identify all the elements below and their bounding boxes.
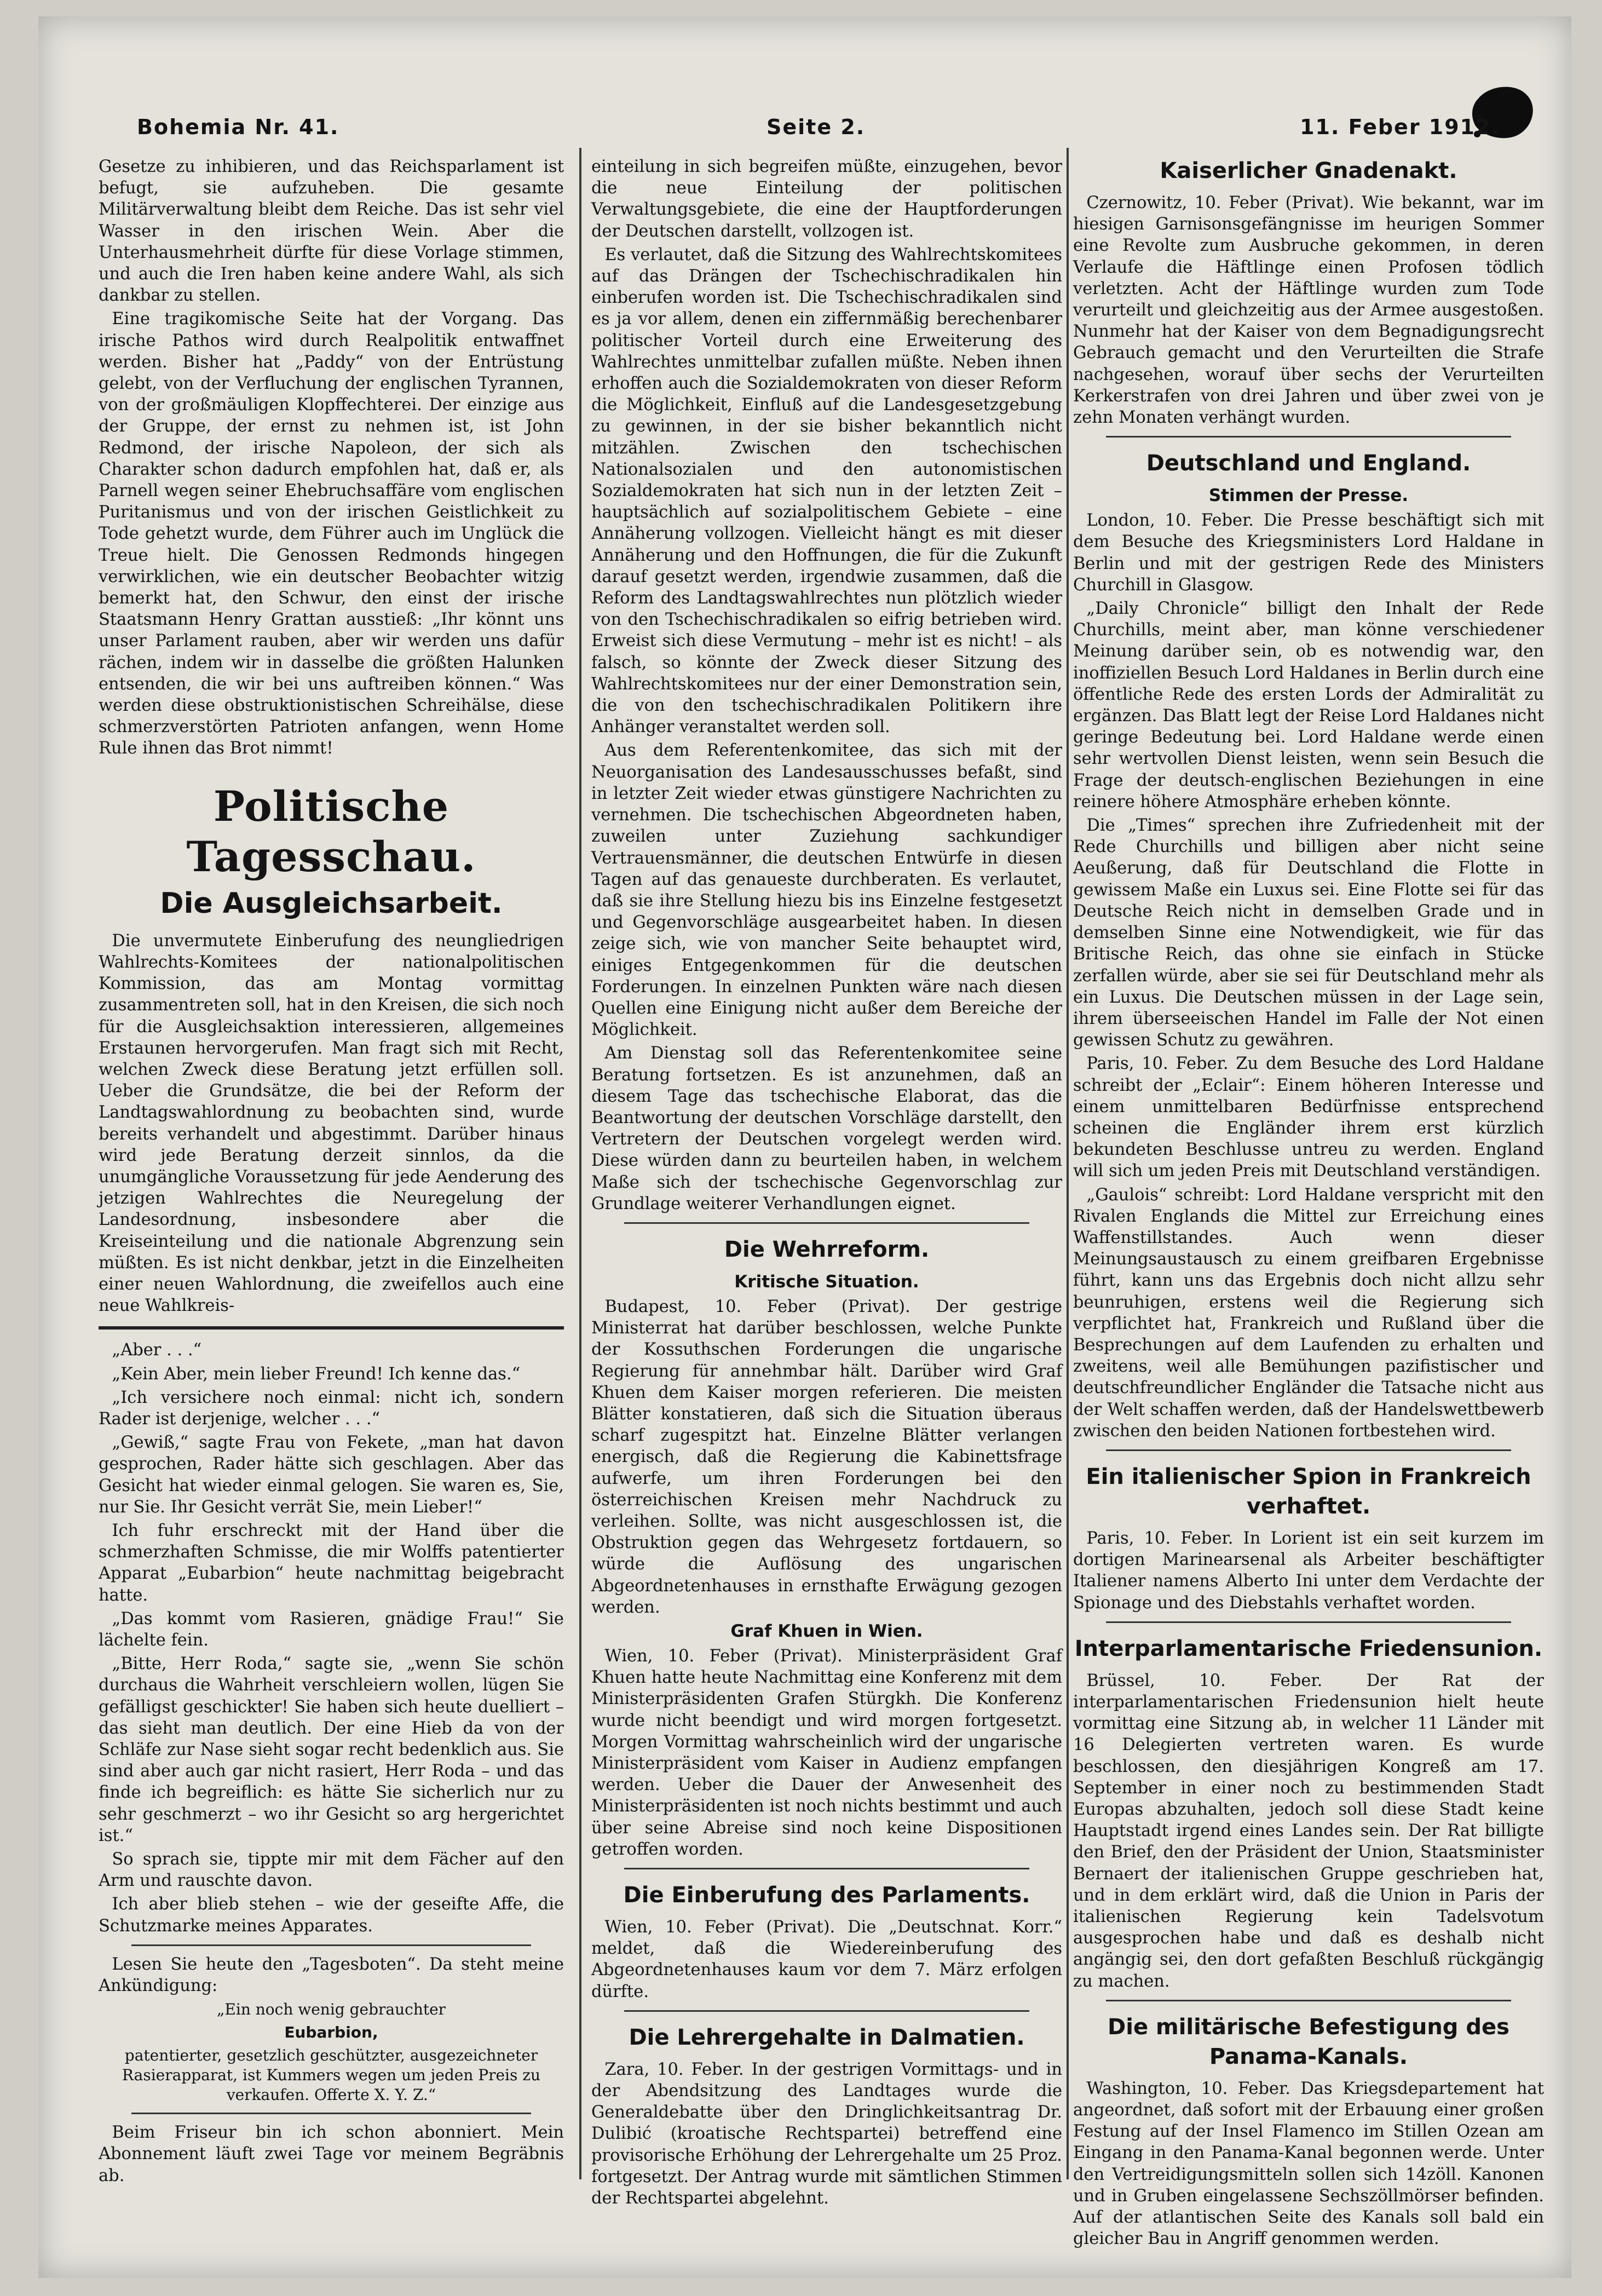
column-divider <box>1067 148 1069 2179</box>
divider <box>1106 1449 1511 1451</box>
article-subheadline: Kritische Situation. <box>734 1271 919 1292</box>
feuilleton-paragraph: So sprach sie, tippte mir mit dem Fächer auf den Arm und rauschte davon. <box>99 1850 564 1891</box>
advertisement-title <box>120 2023 542 2042</box>
article-paragraph: Washington, 10. Feber. Das Kriegsdepartement hat angeordnet, daß sofort mit der Erbauung einer großen Festung auf der Insel Flamenco im Stillen Ozean am Eingang in den Panama-Kanal begonnen werde. Unter den Vertreidigungsmitteln sollen sich 14zöll. Kanonen und in Gruben eingelassene Sechszöllmörser befinden. Auf der atlantischen Seite des Kanals soll bald ein gleicher Bau in Angriff genommen werden. <box>1073 2079 1544 2249</box>
article-paragraph: Brüssel, 10. Feber. Der Rat der interparlamentarischen Friedensunion hielt heute vormittag eine Sitzung ab, in welcher 11 Länder mit 16 Delegierten vertreten waren. Es wurde beschlossen, den diesjährigen Kongreß am 17. September in einer noch zu bestimmenden Stadt Europas abzuhalten, jedoch soll diese Stadt keine Hauptstadt irgend eines Landes sein. Der Rat billigte den Brief, den der Präsident der Union, Staatsminister Bernaert der italienischen Gruppe geschrieben hat, und in dem erklärt wird, daß die Union in Paris der italienischen Regierung kein Tadelsvotum ausgesprochen habe und daß es deshalb nicht angängig sei, den dort gefaßten Beschluß rückgängig zu machen. <box>1073 1671 1544 1991</box>
header-page-number: Seite 2. <box>767 115 866 139</box>
header-date: 11. Feber 1912. <box>1300 115 1500 139</box>
article-paragraph: Paris, 10. Feber. Zu dem Besuche des Lord Haldane schreibt der „Eclair“: Einem höheren Interesse und einem unmittelbaren Bedürfnisse entsprechend scheinen die Engländer ihrem erst kürzlich bekundeten Beschlusse untreu zu werden. England will sich um jeden Preis mit Deutschland verständigen. <box>1073 1054 1544 1181</box>
column-middle <box>591 156 1062 2208</box>
article-paragraph: Budapest, 10. Feber (Privat). Der gestrige Ministerrat hat darüber beschlossen, welche Punkte der Kossuthschen Forderungen die ungarische Regierung für annehmbar hält. Darüber wird Graf Khuen dem Kaiser morgen referieren. Die meisten Blätter konstatieren, daß sich die Situation überaus scharf zugespitzt hat. Einzelne Blätter verlangen energisch, daß die Regierung die Kabinettsfrage aufwerfe, um ihren Forderungen bei den österreichischen Kreisen mehr Nachdruck zu verleihen. Sollte, was nicht ausgeschlossen ist, die Obstruktion gegen das Wehrgesetz fortdauern, so würde die Auflösung des ungarischen Abgeordnetenhauses in ernsthafte Erwägung gezogen werden. <box>591 1297 1062 1617</box>
article-headline: Ein italienischer Spion in Frankreich verhaftet. <box>1086 1464 1531 1519</box>
feuilleton-paragraph: „Ich versichere noch einmal: nicht ich, sondern Rader ist derjenige, welcher . . .“ <box>99 1388 564 1429</box>
feuilleton-divider <box>99 1326 564 1330</box>
article-paragraph: Gesetze zu inhibieren, und das Reichsparlament ist befugt, sie aufzuheben. Die gesamte Militärverwaltung bleibt dem Reiche. Das ist sehr viel Wasser in den irischen Wein. Aber die Unterhausmehrheit dürfte für diese Vorlage stimmen, und auch die Iren haben keine andere Wahl, als sich dankbar zu stellen. <box>99 157 564 306</box>
divider <box>624 1868 1029 1869</box>
column-left <box>99 156 564 2185</box>
article-paragraph: Die „Times“ sprechen ihre Zufriedenheit mit der Rede Churchills und billigen aber nicht seine Aeußerung, daß für Deutschland die Flotte in gewissem Maße ein Luxus sei. Eine Flotte sei für das Deutsche Reich nicht in demselben Grade und in demselben Sinne eine Notwendigkeit, wie für das Britische Reich, das ohne sie einfach in Stücke zerfallen würde, aber sie sei für Deutschland mehr als ein Luxus. Die Deutschen müssen in der Lage sein, ihrem überseeischen Handel im Falle der Not einen gewissen Schutz zu gewähren. <box>1073 816 1544 1050</box>
advertisement-line: „Ein noch wenig gebrauchter <box>216 2000 446 2019</box>
article-paragraph: Zara, 10. Feber. In der gestrigen Vormittags- und in der Abendsitzung des Landtages wurde die Generaldebatte über den Dringlichkeitsantrag Dr. Dulibić (kroatische Rechtspartei) betreffend eine provisorische Erhöhung der Lehrergehalte um 25 Proz. fortgesetzt. Der Antrag wurde mit sämtlichen Stimmen der Rechtspartei abgelehnt. <box>591 2059 1062 2208</box>
article-paragraph: „Gaulois“ schreibt: Lord Haldane verspricht mit den Rivalen Englands die Mittel zur Erreichung eines Waffenstillstandes. Auch wenn dieser Meinungsaustausch zu einem greifbaren Ergebnisse führt, kann uns das Ergebnis doch nicht allzu sehr beunruhigen, erstens weil die Regierung sich verpflichtet hat, Frankreich und Rußland über die Besprechungen auf dem Laufenden zu erhalten und zweitens, weil alle Bemühungen pazifistischer und deutschfreundlicher Engländer die Tatsache nicht aus der Welt schaffen werden, daß der Handelswettbewerb zwischen den beiden Nationen fortbestehen wird. <box>1073 1185 1544 1441</box>
article-headline: Die Einberufung des Parlaments. <box>623 1883 1030 1908</box>
advertisement-title-text: Eubarbion, <box>284 2023 378 2042</box>
article-headline: Die Wehrreform. <box>724 1236 930 1262</box>
article-paragraph: Es verlautet, daß die Sitzung des Wahlrechtskomitees auf das Drängen der Tschechischradikalen hin einberufen worden ist. Die Tschechischradikalen sind es ja vor allem, denen ein ziffernmäßig berechenbarer politischer Vorteil durch eine Erweiterung des Wahlrechtes unmittelbar zufallen müßte. Neben ihnen erhoffen auch die Sozialdemokraten von dieser Reform die Möglichkeit, Einfluß auf die Landesgesetzgebung zu gewinnen, in der sie bisher bekanntlich nicht mitzählen. Zwischen den tschechischen Nationalsozialen und den autonomistischen Sozialdemokraten hat sich nun in der letzten Zeit – hauptsächlich auf sozialpolitischem Gebiete – eine Annäherung vollzogen. Vielleicht hängt es mit dieser Annäherung und den Hoffnungen, die für die Zukunft darauf gesetzt werden, irgendwie zusammen, daß die Reform des Landtagswahlrechtes nun plötzlich wieder von den Tschechischradikalen so eifrig betrieben wird. Erweist sich diese Vermutung – mehr ist es nicht! – als falsch, so könnte der Zweck dieser Sitzung des Wahlrechtskomitees nur der einer Demonstration sein, die von den tschechischradikalen Politikern ihre Anhänger veranstaltet werden soll. <box>591 245 1062 737</box>
article-headline: Die militärische Befestigung des Panama-Kanals. <box>1108 2014 1509 2069</box>
feuilleton-paragraph: „Das kommt vom Rasieren, gnädige Frau!“ Sie lächelte fein. <box>99 1609 564 1650</box>
section-banner-title: Politische Tagesschau. <box>186 781 476 881</box>
page-header <box>99 115 1511 148</box>
divider <box>131 2113 531 2114</box>
column-right <box>1073 156 1544 2249</box>
article-paragraph: Paris, 10. Feber. In Lorient ist ein seit kurzem im dortigen Marinearsenal als Arbeiter beschäftigter Italiener namens Alberto Ini unter dem Verdachte der Spionage und des Diebstahls verhaftet worden. <box>1073 1528 1544 1613</box>
article-paragraph: Czernowitz, 10. Feber (Privat). Wie bekannt, war im hiesigen Garnisonsgefängnisse im heurigen Sommer eine Revolte zum Ausbruche gekommen, in deren Verlaufe die Häftlinge einen Profosen tödlich verletzten. Acht der Häftlinge wurden zum Tode verurteilt und gleichzeitig aus der Armee ausgestoßen. Nunmehr hat der Kaiser von dem Begnadigungsrecht Gebrauch gemacht und den Verurteilten die Strafe nachgesehen, worauf über sechs der Verurteilten Kerkerstrafen von drei Jahren und über zwei von je zehn Monaten verhängt wurden. <box>1073 193 1544 428</box>
feuilleton-paragraph: Lesen Sie heute den „Tagesboten“. Da steht meine Ankündigung: <box>99 1954 564 1996</box>
article-paragraph: Wien, 10. Feber (Privat). Die „Deutschnat. Korr.“ meldet, daß die Wiedereinberufung des Abgeordnetenhauses kaum vor dem 7. März erfolgen dürfte. <box>591 1918 1062 2001</box>
article-paragraph: einteilung in sich begreifen müßte, einzugehen, bevor die neue Einteilung der politischen Verwaltungsgebiete, die eine der Hauptforderungen der Deutschen darstellt, vollzogen ist. <box>591 157 1062 241</box>
article-paragraph: London, 10. Feber. Die Presse beschäftigt sich mit dem Besuche des Kriegsministers Lord Haldane in Berlin und mit der gestrigen Rede des Ministers Churchill in Glasgow. <box>1073 511 1544 595</box>
feuilleton-paragraph: Beim Friseur bin ich schon abonniert. Mein Abonnement läuft zwei Tage vor meinem Begräbnis ab. <box>99 2123 564 2185</box>
article-paragraph: „Daily Chronicle“ billigt den Inhalt der Rede Churchills, meint aber, man könne verschiedener Meinung darüber sein, ob es notwendig war, den inoffiziellen Besuch Lord Haldanes in Berlin durch eine öffentliche Rede des ersten Lords der Admiralität zu ergänzen. Das Blatt legt der Reise Lord Haldanes nicht geringe Bedeutung bei. Lord Haldane werde einen sehr wertvollen Dienst leisten, wenn sein Besuch die Frage der deutsch-englischen Beziehungen in eine reinere höhere Atmosphäre erheben könnte. <box>1073 599 1544 812</box>
feuilleton-paragraph: Ich aber blieb stehen – wie der geseifte Affe, die Schutzmarke meines Apparates. <box>99 1895 564 1936</box>
article-paragraph: Wien, 10. Feber (Privat). Ministerpräsident Graf Khuen hatte heute Nachmittag eine Konferenz mit dem Ministerpräsidenten Grafen Stürgkh. Die Konferenz wurde nicht beendigt und wird morgen fortgesetzt. Morgen Vormittag wahrscheinlich wird der ungarische Ministerpräsident vom Kaiser in Audienz empfangen werden. Ueber die Dauer der Anwesenheit des Ministerpräsidenten ist noch nichts bestimmt und auch über seine Abreise sind noch keine Dispositionen getroffen worden. <box>591 1647 1062 1859</box>
feuilleton-paragraph: „Kein Aber, mein lieber Freund! Ich kenne das.“ <box>112 1364 521 1384</box>
article-subheadline: Graf Khuen in Wien. <box>730 1621 923 1641</box>
header-issue: Bohemia Nr. 41. <box>137 115 339 139</box>
column-divider <box>579 148 581 2179</box>
feuilleton-paragraph: Ich fuhr erschreckt mit der Hand über die schmerzhaften Schmisse, die mir Wolffs patentierter Apparat „Eubarbion“ heute nachmittag beigebracht hatte. <box>99 1521 564 1605</box>
article-paragraph: Am Dienstag soll das Referentenkomitee seine Beratung fortsetzen. Es ist anzunehmen, daß an diesem Tage das tschechische Elaborat, das die Beantwortung der deutschen Vorschläge darstellt, den Vertretern der Deutschen vorgelegt werden wird. Diese würden dann zu beurteilen haben, in welchem Maße sich der tschechische Gegenvorschlag zur Grundlage weiterer Verhandlungen eignet. <box>591 1044 1062 1213</box>
article-headline: Kaiserlicher Gnadenakt. <box>1160 158 1457 183</box>
article-headline: Die Lehrergehalte in Dalmatien. <box>629 2024 1025 2050</box>
divider <box>1106 1621 1511 1623</box>
article-paragraph: Aus dem Referentenkomitee, das sich mit der Neuorganisation des Landesausschusses befaßt, sind in letzter Zeit wieder etwas günstigere Nachrichten zu vernehmen. Die tschechischen Abgeordneten haben, zuweilen unter Zuziehung sachkundiger Vertrauensmänner, die deutschen Entwürfe in diesen Tagen auf das genaueste durchberaten. Es verlautet, daß sie ihre Stellung hiezu bis ins Einzelne festgesetzt und Gegenvorschläge ausgearbeitet haben. In diesen zeige sich, wie von mancher Seite behauptet wird, einiges Entgegenkommen für die deutschen Forderungen. In einzelnen Punkten wäre nach diesen Quellen eine Einigung nicht außer dem Bereiche der Möglichkeit. <box>591 741 1062 1040</box>
feuilleton-paragraph: „Aber . . .“ <box>112 1340 202 1360</box>
divider <box>624 1222 1029 1224</box>
article-headline: Die Ausgleichsarbeit. <box>160 887 503 920</box>
article-subheadline: Stimmen der Presse. <box>1208 486 1409 506</box>
feuilleton-paragraph: „Gewiß,“ sagte Frau von Fekete, „man hat davon gesprochen, Rader hätte sich geschlagen. Aber das Gesicht hat wieder einmal gelogen. Sie waren es, Sie, nur Sie. Ihr Gesicht verrät Sie, mein Lieber!“ <box>99 1433 564 1517</box>
divider <box>624 2010 1029 2012</box>
divider <box>131 1944 531 1946</box>
feuilleton-paragraph: „Bitte, Herr Roda,“ sagte sie, „wenn Sie schön durchaus die Wahrheit verschleiern wollen, lügen Sie gefälligst geschickter! Sie haben sich heute duelliert – das sieht man deutlich. Der eine Hieb da von der Schläfe zur Nase sieht sogar recht bedenklich aus. Sie sind aber auch gar nicht rasiert, Herr Roda – und das finde ich begreiflich: es hätte Sie sicherlich nur zu sehr geschmerzt – wo ihr Gesicht so arg hergerichtet ist.“ <box>99 1654 564 1845</box>
article-paragraph: Eine tragikomische Seite hat der Vorgang. Das irische Pathos wird durch Realpolitik entwaffnet werden. Bisher hat „Paddy“ von der Entrüstung gelebt, von der Verfluchung der englischen Tyrannen, von der großmäuligen Klopffechterei. Der einzige aus der Gruppe, der ernst zu nehmen ist, ist John Redmond, der irische Napoleon, der sich als Charakter schon dadurch empfohlen hat, daß er, als Parnell wegen seiner Ehebruchsaffäre vom englischen Puritanismus und von der irischen Geistlichkeit zu Tode gehetzt wurde, dem Führer auch im Unglück die Treue hielt. Die Genossen Redmonds hingegen verwirklichen, wie ein deutscher Beobachter witzig bemerkt hat, den Schwur, den einst der irische Staatsmann Henry Grattan ausstieß: „Ihr könnt uns unser Parlament rauben, aber wir werden uns dafür rächen, indem wir in dasselbe die größten Halunken entsenden, die wir bei uns auftreiben können.“ Was werden diese obstruktionistischen Schreihälse, diese schmerzverstörten Patrioten anfangen, wenn Home Rule ihnen das Brot nimmt! <box>99 309 564 758</box>
article-headline: Interparlamentarische Friedensunion. <box>1074 1636 1543 1661</box>
divider <box>1106 436 1511 438</box>
advertisement-line: patentierter, gesetzlich geschützter, ausgezeichneter Rasierapparat, ist Kummers wegen um jeden Preis zu verkaufen. Offerte X. Y. Z.“ <box>122 2046 541 2104</box>
article-headline: Deutschland und England. <box>1146 451 1471 476</box>
article-paragraph: Die unvermutete Einberufung des neungliedrigen Wahlrechts-Komitees der nationalpolitischen Kommission, das am Montag vormittag zusammentreten soll, hat in den Kreisen, die sich noch für die Ausgleichsaktion interessieren, allgemeines Erstaunen hervorgerufen. Man fragt sich mit Recht, welchen Zweck diese Beratung jetzt erfüllen soll. Ueber die Grundsätze, die bei der Reform der Landtagswahlordnung zu beobachten sind, wurde bereits verhandelt und abgestimmt. Darüber hinaus wird jede Beratung derzeit sinnlos, da die unumgängliche Voraussetzung für jede Aenderung des jetzigen Wahlrechtes die Neuregelung der Landesordnung, insbesondere aber die Kreiseinteilung und die nationale Abgrenzung sein müßten. Es ist nicht denkbar, jetzt in die Einzelheiten einer neuen Wahlordnung, die zweifellos auch eine neue Wahlkreis- <box>99 931 564 1316</box>
divider <box>1106 2000 1511 2001</box>
